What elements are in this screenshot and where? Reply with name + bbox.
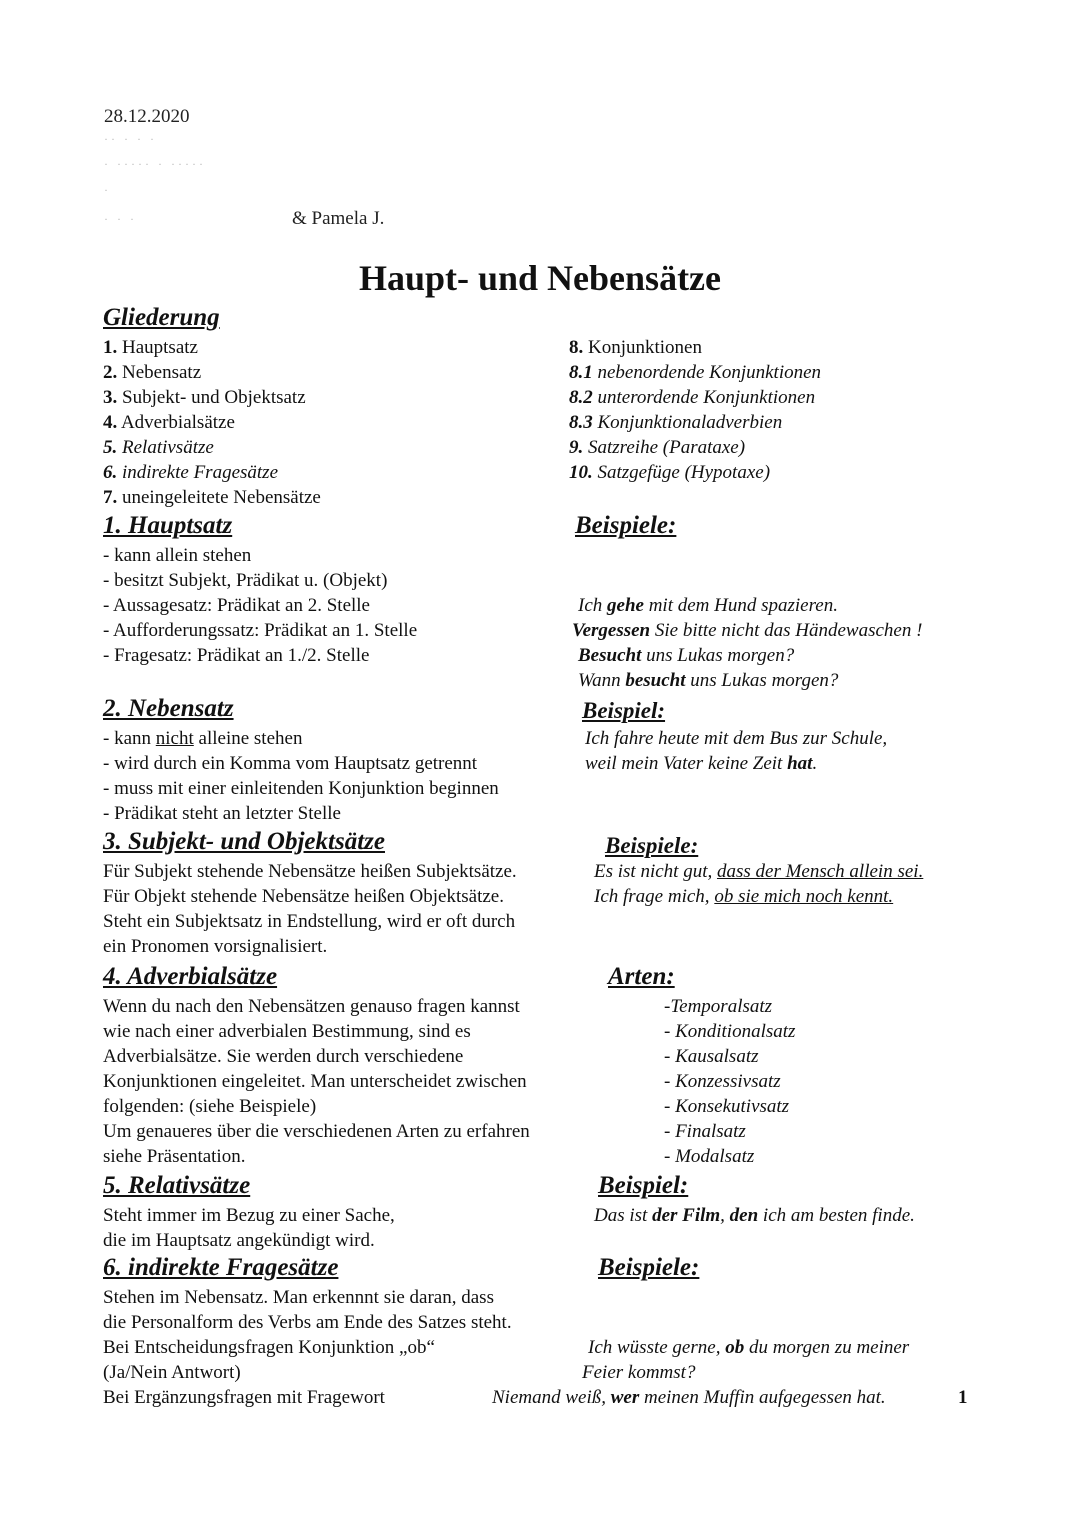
outline-item bbox=[569, 460, 821, 485]
outline-item bbox=[103, 435, 321, 460]
section-heading-nebensatz: 2. Nebensatz bbox=[103, 695, 234, 722]
redacted-line: · ····· · ····· bbox=[104, 157, 206, 171]
text-line: Für Subjekt stehende Nebensätze heißen Subjektsätze. bbox=[103, 861, 517, 882]
type-item: - Kausalsatz bbox=[664, 1046, 759, 1067]
outline-item-number: 7. bbox=[103, 487, 118, 508]
example-line: Das ist der Film, den ich am besten finde. bbox=[594, 1205, 915, 1226]
subjekt-objekt-text bbox=[103, 859, 517, 959]
example-line: Ich fahre heute mit dem Bus zur Schule, bbox=[585, 728, 888, 749]
outline-item-label: unterordende Konjunktionen bbox=[597, 387, 816, 408]
outline-item-number: 8.1 bbox=[569, 362, 593, 383]
text-line: Bei Entscheidungsfragen Konjunktion „ob“ bbox=[103, 1337, 435, 1358]
nebensatz-points bbox=[103, 751, 499, 826]
outline-item bbox=[103, 485, 321, 510]
outline-item-label: Satzgefüge (Hypotaxe) bbox=[597, 462, 771, 483]
outline-item-number: 10. bbox=[569, 462, 593, 483]
outline-left bbox=[103, 335, 321, 510]
adverbialsatz-types bbox=[664, 994, 795, 1169]
outline-item-number: 8.3 bbox=[569, 412, 593, 433]
text-line: die im Hauptsatz angekündigt wird. bbox=[103, 1230, 375, 1251]
outline-item bbox=[103, 460, 321, 485]
bullet-point: - muss mit einer einleitenden Konjunktion beginnen bbox=[103, 778, 499, 799]
example-line: Vergessen Sie bitte nicht das Händewaschen ! bbox=[572, 620, 923, 641]
outline-item-label: Relativsätze bbox=[122, 437, 214, 458]
text-line: (Ja/Nein Antwort) bbox=[103, 1362, 241, 1383]
outline-item bbox=[569, 335, 821, 360]
text-line: wie nach einer adverbialen Bestimmung, sind es bbox=[103, 1021, 471, 1042]
type-item: - Finalsatz bbox=[664, 1121, 746, 1142]
type-item: - Konditionalsatz bbox=[664, 1021, 796, 1042]
text-line: die Personalform des Verbs am Ende des Satzes steht. bbox=[103, 1312, 512, 1333]
text-line: ein Pronomen vorsignalisiert. bbox=[103, 936, 328, 957]
redacted-line: ·· · · · bbox=[104, 132, 157, 146]
text-line: Stehen im Nebensatz. Man erkennnt sie daran, dass bbox=[103, 1287, 494, 1308]
outline-item-number: 1. bbox=[103, 337, 118, 358]
outline-item bbox=[103, 335, 321, 360]
page-number: 1 bbox=[958, 1387, 968, 1408]
adverbialsaetze-text bbox=[103, 994, 530, 1169]
type-item: - Konsekutivsatz bbox=[664, 1096, 790, 1117]
outline-item-label: uneingeleitete Nebensätze bbox=[122, 487, 321, 508]
section-heading-hauptsatz: 1. Hauptsatz bbox=[103, 512, 233, 539]
bullet-point: - Fragesatz: Prädikat an 1./2. Stelle bbox=[103, 645, 370, 666]
bullet-point: - kann allein stehen bbox=[103, 545, 252, 566]
outline-item-number: 9. bbox=[569, 437, 584, 458]
outline-item-number: 8. bbox=[569, 337, 584, 358]
redacted-line: · bbox=[104, 183, 111, 197]
text-line: Für Objekt stehende Nebensätze heißen Objektsätze. bbox=[103, 886, 504, 907]
bullet-point: - wird durch ein Komma vom Hauptsatz getrennt bbox=[103, 753, 478, 774]
outline-item-number: 3. bbox=[103, 387, 118, 408]
text-line: Steht immer im Bezug zu einer Sache, bbox=[103, 1205, 395, 1226]
outline-item-label: Subjekt- und Objektsatz bbox=[122, 387, 306, 408]
bullet-point: - Aussagesatz: Prädikat an 2. Stelle bbox=[103, 595, 370, 616]
example-line: Ich wüsste gerne, ob du morgen zu meiner bbox=[588, 1337, 910, 1358]
example-line: Wann besucht uns Lukas morgen? bbox=[578, 670, 839, 691]
hauptsatz-points bbox=[103, 543, 417, 668]
example-line: Niemand weiß, wer meinen Muffin aufgegessen hat. bbox=[492, 1387, 886, 1408]
type-item: - Modalsatz bbox=[664, 1146, 755, 1167]
text-line: Wenn du nach den Nebensätzen genauso fragen kannst bbox=[103, 996, 520, 1017]
outline-item-label: Hauptsatz bbox=[122, 337, 198, 358]
outline-item bbox=[569, 360, 821, 385]
text-line: Um genaueres über die verschiedenen Arten zu erfahren bbox=[103, 1121, 530, 1142]
example-line: weil mein Vater keine Zeit hat. bbox=[585, 753, 818, 774]
example-line: Ich gehe mit dem Hund spazieren. bbox=[578, 595, 838, 616]
outline-heading: Gliederung bbox=[103, 304, 220, 331]
text-line: Adverbialsätze. Sie werden durch verschiedene bbox=[103, 1046, 464, 1067]
outline-item-label: Adverbialsätze bbox=[120, 412, 235, 433]
outline-item-label: indirekte Fragesätze bbox=[122, 462, 279, 483]
section-heading-adverbialsaetze: 4. Adverbialsätze bbox=[103, 963, 278, 990]
outline-item bbox=[569, 435, 821, 460]
type-item: -Temporalsatz bbox=[664, 996, 773, 1017]
section-heading-subjekt-objekt: 3. Subjekt- und Objektsätze bbox=[103, 828, 385, 855]
example-heading: Beispiel: bbox=[582, 698, 666, 723]
bullet-point: - Prädikat steht an letzter Stelle bbox=[103, 803, 341, 824]
outline-item-label: Konjunktionen bbox=[588, 337, 702, 358]
outline-item-label: Konjunktionaladverbien bbox=[597, 412, 783, 433]
outline-item bbox=[103, 410, 321, 435]
outline-item-number: 4. bbox=[103, 412, 118, 433]
redacted-line: · · · bbox=[104, 212, 137, 226]
header-authors: & Pamela J. bbox=[292, 208, 385, 229]
relativsaetze-text bbox=[103, 1203, 395, 1253]
outline-item-number: 8.2 bbox=[569, 387, 593, 408]
example-line: Besucht uns Lukas morgen? bbox=[578, 645, 795, 666]
indirekte-fragesaetze-text bbox=[103, 1285, 512, 1410]
example-heading: Beispiel: bbox=[598, 1172, 689, 1199]
header-date: 28.12.2020 bbox=[104, 106, 190, 127]
text-line: siehe Präsentation. bbox=[103, 1146, 246, 1167]
outline-item-label: Nebensatz bbox=[122, 362, 202, 383]
nebensatz-point: - kann nicht alleine stehen bbox=[103, 728, 303, 749]
outline-item-number: 5. bbox=[103, 437, 118, 458]
section-heading-indirekte-fragesaetze: 6. indirekte Fragesätze bbox=[103, 1254, 339, 1281]
example-line: Feier kommst? bbox=[582, 1362, 696, 1383]
example-line: Ich frage mich, ob sie mich noch kennt. bbox=[594, 886, 894, 907]
bullet-point: - besitzt Subjekt, Prädikat u. (Objekt) bbox=[103, 570, 388, 591]
outline-item-label: Satzreihe (Parataxe) bbox=[588, 437, 746, 458]
outline-item-number: 6. bbox=[103, 462, 118, 483]
text-line: Bei Ergänzungsfragen mit Fragewort bbox=[103, 1387, 385, 1408]
types-heading: Arten: bbox=[608, 963, 675, 990]
outline-item bbox=[569, 385, 821, 410]
outline-item-number: 2. bbox=[103, 362, 118, 383]
bullet-point: - Aufforderungssatz: Prädikat an 1. Stelle bbox=[103, 620, 418, 641]
text-line: folgenden: (siehe Beispiele) bbox=[103, 1096, 317, 1117]
text-line: Steht ein Subjektsatz in Endstellung, wird er oft durch bbox=[103, 911, 516, 932]
outline-right bbox=[569, 335, 821, 485]
examples-heading: Beispiele: bbox=[605, 833, 699, 858]
outline-item bbox=[569, 410, 821, 435]
section-heading-relativsaetze: 5. Relativsätze bbox=[103, 1172, 251, 1199]
type-item: - Konzessivsatz bbox=[664, 1071, 781, 1092]
page-title: Haupt- und Nebensätze bbox=[358, 258, 722, 298]
examples-heading: Beispiele: bbox=[575, 512, 677, 539]
text-line: Konjunktionen eingeleitet. Man unterscheidet zwischen bbox=[103, 1071, 527, 1092]
example-line: Es ist nicht gut, dass der Mensch allein sei. bbox=[594, 861, 924, 882]
outline-item-label: nebenordende Konjunktionen bbox=[597, 362, 822, 383]
outline-item bbox=[103, 360, 321, 385]
outline-item bbox=[103, 385, 321, 410]
examples-heading: Beispiele: bbox=[598, 1254, 700, 1281]
